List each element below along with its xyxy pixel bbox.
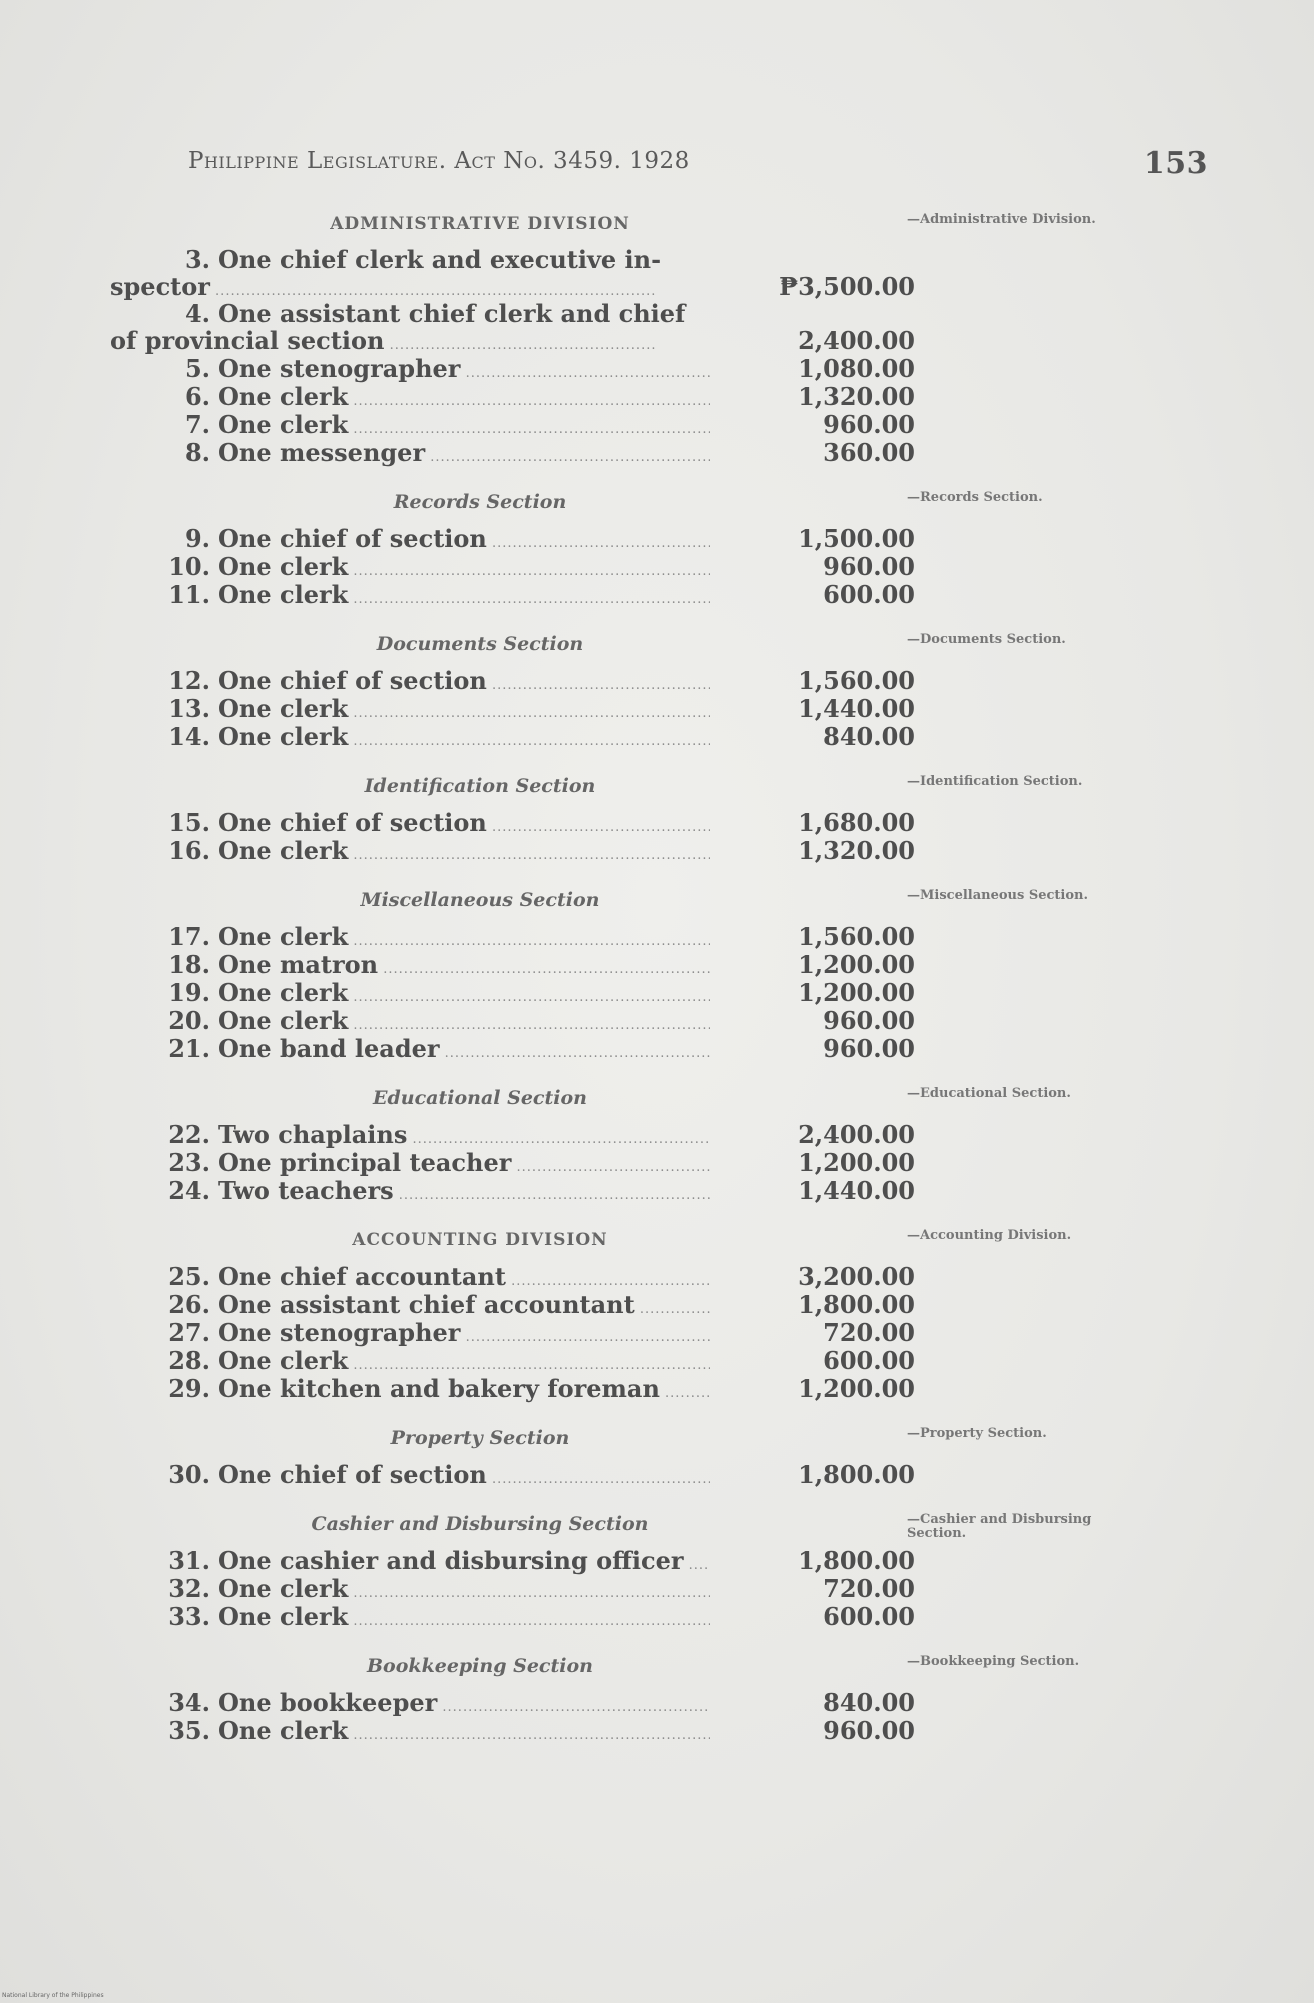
item-text: One chief of section xyxy=(218,809,487,837)
line-item-label xyxy=(165,301,685,327)
item-text: One clerk xyxy=(218,979,349,1007)
line-item xyxy=(110,1575,1160,1603)
item-text: One assistant chief clerk and chief xyxy=(218,299,686,328)
item-number: 34. xyxy=(168,1689,210,1717)
item-number: 3. xyxy=(184,245,210,274)
item-amount: 960.00 xyxy=(823,410,915,439)
item-text: One chief clerk and executive in- xyxy=(218,245,662,274)
item-number: 11. xyxy=(168,581,210,609)
section-title: Cashier and Disbursing Section xyxy=(311,1513,649,1535)
line-item-label xyxy=(165,247,661,273)
item-number: 23. xyxy=(168,1149,210,1177)
line-item xyxy=(110,1717,1160,1745)
item-number: 17. xyxy=(168,923,210,951)
item-number: 24. xyxy=(168,1177,210,1205)
item-number: 4. xyxy=(184,299,210,328)
item-number: 26. xyxy=(168,1291,210,1319)
item-amount: 1,680.00 xyxy=(798,808,915,837)
item-text: One clerk xyxy=(218,581,349,609)
item-number: 8. xyxy=(184,439,210,467)
item-text: One clerk xyxy=(218,695,349,723)
item-amount: 1,500.00 xyxy=(798,524,915,553)
item-amount: 840.00 xyxy=(823,722,915,751)
item-amount: 1,440.00 xyxy=(798,694,915,723)
section-title: Identification Section xyxy=(364,775,596,797)
line-item xyxy=(110,1121,1160,1149)
item-text: One stenographer xyxy=(218,355,461,383)
line-item-first-line xyxy=(110,301,1160,327)
margin-note: —Documents Section. xyxy=(907,632,1066,647)
line-item xyxy=(110,553,1160,581)
item-text: One matron xyxy=(218,951,379,979)
section-title: Miscellaneous Section xyxy=(360,889,600,911)
section-header xyxy=(110,205,1160,243)
section-header xyxy=(110,1221,1160,1259)
item-amount: 3,200.00 xyxy=(798,1262,915,1291)
line-item-first-line xyxy=(110,247,1160,273)
line-item-label xyxy=(165,1035,710,1068)
item-text: One clerk xyxy=(218,411,349,439)
line-item xyxy=(110,273,1160,301)
item-amount: 720.00 xyxy=(823,1318,915,1347)
item-text: One clerk xyxy=(218,1717,349,1745)
item-number: 14. xyxy=(168,723,210,751)
item-text: Two teachers xyxy=(218,1177,394,1205)
section xyxy=(110,1221,1160,1419)
line-item xyxy=(110,327,1160,355)
section xyxy=(110,1505,1160,1647)
running-header xyxy=(188,148,1208,188)
line-item xyxy=(110,667,1160,695)
item-number: 22. xyxy=(168,1121,210,1149)
item-number: 19. xyxy=(168,979,210,1007)
item-number: 35. xyxy=(168,1717,210,1745)
line-item xyxy=(110,951,1160,979)
line-item xyxy=(110,1177,1160,1205)
margin-note: —Miscellaneous Section. xyxy=(907,888,1088,903)
item-amount: 1,200.00 xyxy=(798,950,915,979)
item-number: 6. xyxy=(184,383,210,411)
item-amount: 1,560.00 xyxy=(798,922,915,951)
margin-note: —Property Section. xyxy=(907,1426,1047,1441)
section-title: Educational Section xyxy=(373,1087,587,1109)
item-text: One chief of section xyxy=(218,667,487,695)
page-number: 153 xyxy=(1143,146,1208,181)
item-number: 18. xyxy=(168,951,210,979)
item-text: One cashier and disbursing officer xyxy=(218,1547,684,1575)
item-amount: 1,800.00 xyxy=(798,1290,915,1319)
line-item-label xyxy=(165,1375,710,1408)
section xyxy=(110,767,1160,881)
margin-note: —Accounting Division. xyxy=(907,1228,1072,1243)
section-title: ACCOUNTING DIVISION xyxy=(352,1230,608,1250)
library-watermark: National Library of the Philippines xyxy=(2,1992,104,1999)
item-number: 15. xyxy=(168,809,210,837)
line-item xyxy=(110,1007,1160,1035)
line-item-label xyxy=(165,1177,710,1210)
section-title: Bookkeeping Section xyxy=(367,1655,593,1677)
appropriation-list xyxy=(110,205,1160,1761)
item-amount: 1,200.00 xyxy=(798,1374,915,1403)
item-number: 5. xyxy=(184,355,210,383)
section xyxy=(110,625,1160,767)
line-item xyxy=(110,581,1160,609)
section-header xyxy=(110,767,1160,805)
item-number: 21. xyxy=(168,1035,210,1063)
section-header xyxy=(110,1419,1160,1457)
section-header xyxy=(110,625,1160,663)
line-item xyxy=(110,525,1160,553)
item-number: 16. xyxy=(168,837,210,865)
line-item xyxy=(110,439,1160,467)
item-number: 20. xyxy=(168,1007,210,1035)
item-amount: 360.00 xyxy=(823,438,915,467)
item-text: One clerk xyxy=(218,1603,349,1631)
section-header xyxy=(110,1505,1160,1543)
item-amount: 960.00 xyxy=(823,1034,915,1063)
line-item xyxy=(110,1689,1160,1717)
section-header xyxy=(110,483,1160,521)
item-text: One clerk xyxy=(218,383,349,411)
item-text-continued: of provincial section xyxy=(110,327,385,355)
margin-note: —Cashier and Disbursing Section. xyxy=(907,1512,1092,1541)
margin-note: —Bookkeeping Section. xyxy=(907,1654,1080,1669)
item-amount: 600.00 xyxy=(823,1602,915,1631)
margin-note: —Educational Section. xyxy=(907,1086,1071,1101)
item-text: One chief of section xyxy=(218,1461,487,1489)
line-item xyxy=(110,1461,1160,1489)
line-item-label xyxy=(165,581,710,614)
section xyxy=(110,881,1160,1079)
line-item xyxy=(110,1603,1160,1631)
line-item xyxy=(110,1547,1160,1575)
item-amount: 1,320.00 xyxy=(798,382,915,411)
line-item xyxy=(110,1375,1160,1403)
item-text: One assistant chief accountant xyxy=(218,1291,635,1319)
section-header xyxy=(110,881,1160,919)
item-text: One band leader xyxy=(218,1035,440,1063)
line-item xyxy=(110,1347,1160,1375)
section xyxy=(110,1079,1160,1221)
item-amount: 960.00 xyxy=(823,1716,915,1745)
item-number: 29. xyxy=(168,1375,210,1403)
line-item xyxy=(110,355,1160,383)
line-item xyxy=(110,809,1160,837)
item-text: One messenger xyxy=(218,439,426,467)
item-number: 31. xyxy=(168,1547,210,1575)
item-text: One chief accountant xyxy=(218,1263,506,1291)
item-number: 32. xyxy=(168,1575,210,1603)
item-amount: 960.00 xyxy=(823,552,915,581)
line-item xyxy=(110,837,1160,865)
item-amount: 1,320.00 xyxy=(798,836,915,865)
section-header xyxy=(110,1647,1160,1685)
item-amount: ₱3,500.00 xyxy=(779,272,915,301)
section-header xyxy=(110,1079,1160,1117)
item-amount: 2,400.00 xyxy=(798,326,915,355)
item-number: 12. xyxy=(168,667,210,695)
line-item xyxy=(110,1291,1160,1319)
line-item xyxy=(110,1035,1160,1063)
item-number: 13. xyxy=(168,695,210,723)
section-title: Records Section xyxy=(393,491,567,513)
item-amount: 720.00 xyxy=(823,1574,915,1603)
header-title: Philippine Legislature. Act No. 3459. 1928 xyxy=(188,148,690,174)
item-amount: 1,800.00 xyxy=(798,1546,915,1575)
line-item xyxy=(110,923,1160,951)
item-number: 10. xyxy=(168,553,210,581)
line-item-label xyxy=(165,1603,710,1636)
item-amount: 1,080.00 xyxy=(798,354,915,383)
item-text: One clerk xyxy=(218,1575,349,1603)
section-title: Documents Section xyxy=(376,633,584,655)
section xyxy=(110,1647,1160,1761)
item-amount: 1,560.00 xyxy=(798,666,915,695)
item-text: One clerk xyxy=(218,553,349,581)
item-text: One clerk xyxy=(218,1347,349,1375)
line-item xyxy=(110,723,1160,751)
item-number: 7. xyxy=(184,411,210,439)
section xyxy=(110,483,1160,625)
section-title: Property Section xyxy=(390,1427,570,1449)
item-text: One kitchen and bakery foreman xyxy=(218,1375,660,1403)
item-number: 28. xyxy=(168,1347,210,1375)
item-amount: 1,200.00 xyxy=(798,1148,915,1177)
item-text-continued: spector xyxy=(110,273,210,301)
line-item xyxy=(110,695,1160,723)
item-number: 30. xyxy=(168,1461,210,1489)
item-amount: 1,440.00 xyxy=(798,1176,915,1205)
item-amount: 2,400.00 xyxy=(798,1120,915,1149)
item-amount: 600.00 xyxy=(823,580,915,609)
item-number: 27. xyxy=(168,1319,210,1347)
line-item-label xyxy=(165,837,710,870)
line-item-label xyxy=(165,1461,710,1494)
margin-note: —Identification Section. xyxy=(907,774,1083,789)
line-item-label xyxy=(165,723,710,756)
item-text: One clerk xyxy=(218,837,349,865)
item-amount: 840.00 xyxy=(823,1688,915,1717)
line-item xyxy=(110,383,1160,411)
item-amount: 1,200.00 xyxy=(798,978,915,1007)
item-text: Two chaplains xyxy=(218,1121,408,1149)
item-amount: 1,800.00 xyxy=(798,1460,915,1489)
section-title: ADMINISTRATIVE DIVISION xyxy=(330,214,630,234)
line-item-label xyxy=(165,1717,710,1750)
line-item xyxy=(110,1149,1160,1177)
item-text: One clerk xyxy=(218,1007,349,1035)
item-text: One clerk xyxy=(218,723,349,751)
item-text: One chief of section xyxy=(218,525,487,553)
item-amount: 960.00 xyxy=(823,1006,915,1035)
line-item-label xyxy=(165,439,710,472)
line-item xyxy=(110,1263,1160,1291)
item-text: One bookkeeper xyxy=(218,1689,438,1717)
item-text: One principal teacher xyxy=(218,1149,512,1177)
item-number: 9. xyxy=(184,525,210,553)
line-item xyxy=(110,979,1160,1007)
item-text: One clerk xyxy=(218,923,349,951)
item-text: One stenographer xyxy=(218,1319,461,1347)
line-item xyxy=(110,411,1160,439)
item-number: 33. xyxy=(168,1603,210,1631)
item-amount: 600.00 xyxy=(823,1346,915,1375)
item-number: 25. xyxy=(168,1263,210,1291)
section xyxy=(110,1419,1160,1505)
margin-note: —Administrative Division. xyxy=(907,212,1096,227)
line-item xyxy=(110,1319,1160,1347)
margin-note: —Records Section. xyxy=(907,490,1043,505)
section xyxy=(110,205,1160,483)
